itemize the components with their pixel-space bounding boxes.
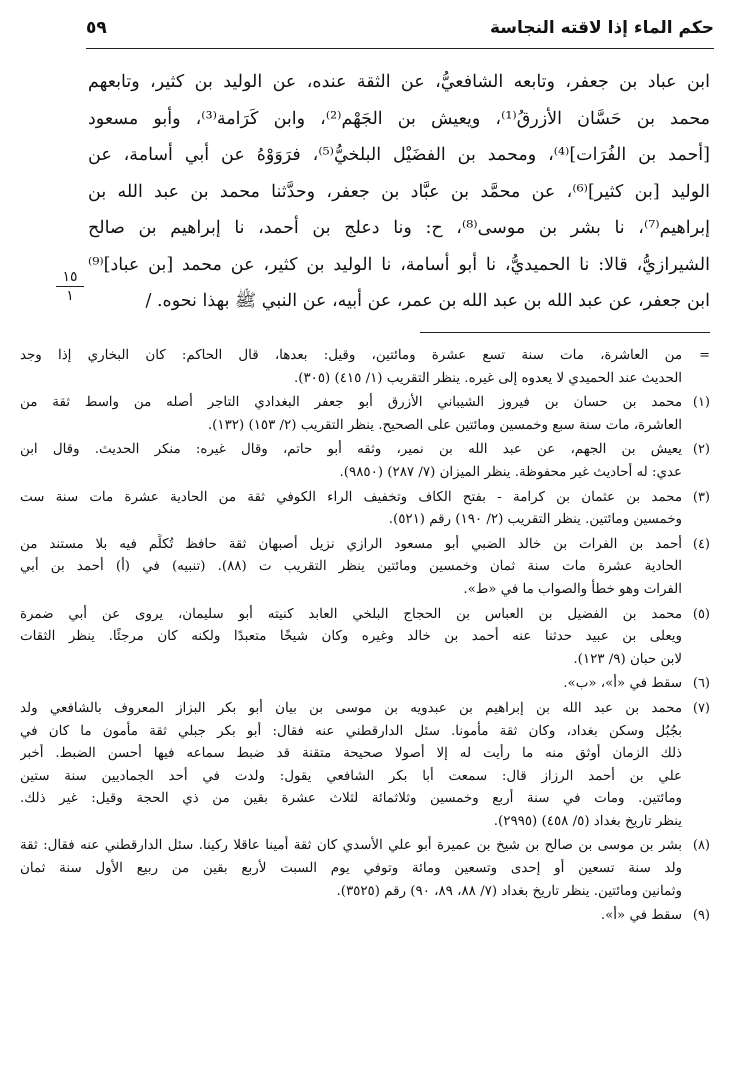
footnote-line: ومائتين. ومات في سنة أربع وخمسين وثلاثمائة لثلاث عشرة بقين من ذي الحجة وقيل: غير ذلك. [20, 791, 682, 807]
footnote-line: محمد بن عبد الله بن إبراهيم بن عبدويه بن موسى بن بيان أبو بكر البزاز المعروف بالشافعي ولد [20, 700, 682, 716]
footnote-line: ينظر تاريخ بغداد (٥/ ٤٥٨) (٢٩٩٥). [493, 813, 682, 829]
footnote-number: (٨) [692, 838, 710, 854]
footnote-text [20, 392, 682, 437]
footnote [20, 345, 710, 390]
footnote-line: علي بن أحمد الرزاز قال: سمعت أبا بكر الشافعي يقول: ولدت في أحد الجماديين سنة ستين [20, 768, 682, 784]
header-title: حكم الماء إذا لاقته النجاسة [489, 18, 714, 38]
main-text-line: محمد بن حَسَّان الأزرقُ⁽¹⁾، ويعيش بن الجَهْم⁽²⁾، وابن كَرَامة⁽³⁾، وأبو مسعود [88, 108, 710, 129]
footnote-text [20, 439, 682, 484]
footnote-line: بشر بن موسى بن صالح بن شيخ بن عميرة أبو علي الأسدي كان ثقة أمينا عاقلا ركينا. سئل الدارقطني عنه فقال: ثقة [20, 838, 682, 854]
footnote-number: (٢) [692, 442, 710, 458]
footnote [20, 835, 710, 903]
footnote-line: سقط في «أ»، «ب». [563, 676, 682, 692]
footnote-text [20, 905, 682, 928]
footnote [20, 534, 710, 602]
footnotes [20, 345, 710, 930]
footnote-text [20, 534, 682, 602]
main-text-line: الشيرازيُّ، قالا: نا الحميديُّ، نا أبو أسامة، نا الوليد بن كثير، عن محمد [بن عباد]⁽⁹⁾ [88, 254, 710, 275]
footnote-line: سقط في «أ». [600, 908, 682, 924]
footnote-number: (٦) [692, 676, 710, 692]
main-text-line: ابن جعفر، عن عبد الله بن عبد الله بن عمر، عن أبيه، عن النبي ﷺ بهذا نحوه. / [145, 291, 710, 311]
folio-number: ١٥ [62, 269, 78, 285]
footnote-number: (٩) [692, 908, 710, 924]
footnote [20, 698, 710, 834]
footnote-text [20, 835, 682, 903]
footnote-line: بجُبُل وسكن بغداد، وكان ثقة مأمونا. سئل الدارقطني عنه فقال: أبو بكر جبلي ثقة مأمون ما كان في [20, 723, 682, 739]
footnote-line: الفرات وهو خطأ والصواب ما في «ط». [463, 581, 682, 597]
footnote-text [20, 487, 682, 532]
footnote [20, 604, 710, 672]
footnote [20, 487, 710, 532]
footnote [20, 905, 710, 928]
footnote-number: (١) [692, 395, 710, 411]
footnote-line: يعيش بن الجهم، عن عبد الله بن نمير، وثقه أبو حاتم، وقال غيره: منكر الحديث. وقال ابن [20, 442, 682, 458]
running-header [86, 14, 714, 49]
footnote-line: الحديث عند الحميدي لا يعدوه إلى غيره. ينظر التقريب (١/ ٤١٥) (٣٠٥). [293, 370, 682, 386]
footnote-separator [420, 332, 710, 333]
footnote-line: محمد بن حسان بن فيروز الشيباني الأزرق أبو جعفر البغدادي التاجر أصله من واسط ثقة من [20, 395, 682, 411]
footnote-text [20, 604, 682, 672]
footnote-line: الحادية عشرة مات سنة ثمان وخمسين ومائتين ينظر التقريب ت (٨٨). (تنبيه) في (أ) أحمد بن أبي [20, 559, 682, 575]
folio-divider [56, 286, 84, 287]
main-text-line: إبراهيم⁽⁷⁾، نا بشر بن موسى⁽⁸⁾، ح: ونا دعلج بن أحمد، نا إبراهيم بن صالح [88, 218, 710, 238]
footnote-line: أحمد بن الفرات بن خالد الضبي أبو مسعود الرازي نزيل أصبهان ثقة حافظ تُكلِّم فيه بلا مستند من [20, 536, 682, 552]
manuscript-folio-marker [52, 270, 88, 303]
main-text-line: الوليد [بن كثير]⁽⁶⁾، عن محمَّد بن عبَّاد بن جعفر، وحدَّثنا محمد بن عبد الله بن [88, 181, 710, 202]
footnote-line: من العاشرة، مات سنة تسع عشرة ومائتين، وقيل: بعدها، قال الحاكم: كان البخاري إذا وجد [20, 348, 682, 363]
footnote-number: (٣) [692, 489, 710, 505]
footnote-number: = [699, 348, 710, 363]
footnote-line: محمد بن الفضيل بن العباس بن الحجاج البلخي العابد كنيته أبو سليمان، يروى عن أبي ضمرة [20, 606, 682, 622]
footnote-number: (٤) [692, 536, 710, 552]
footnote-line: ويعلى بن عبيد حدثنا عنه أحمد بن خالد وغيره وكان شيخًا متعبدًا ولكنه كان مرجئًا. ينظر الثقات [20, 629, 682, 645]
footnote-line: لابن حبان (٩/ ١٢٣). [573, 651, 682, 667]
footnote-number: (٧) [692, 700, 710, 716]
main-text-line: [أحمد بن الفُرَات]⁽⁴⁾، ومحمد بن الفضَيْل البلخيُّ⁽⁵⁾، فرَوَوْهُ عن أبي أسامة، عن [88, 145, 710, 165]
footnote-text [20, 673, 682, 696]
footnote-text [20, 698, 682, 834]
footnote-text [20, 345, 682, 390]
footnote-line: العاشرة، مات سنة سبع وخمسين ومائتين على الصحيح. ينظر التقريب (٢/ ١٥٣) (١٣٢). [207, 417, 682, 433]
footnote-line: وثمانين ومائتين. ينظر تاريخ بغداد (٧/ ٨٨، ٨٩، ٩٠) رقم (٣٥٢٥). [336, 883, 682, 899]
footnote [20, 392, 710, 437]
footnote-line: ذلك الزمان أوثق منه ما رأيت له إلا أصولا صحيحة متقنة قد ضبط سماعه فيها أحسن الضبط. أخبر [20, 746, 682, 762]
footnote-line: محمد بن عثمان بن كرامة - بفتح الكاف وتخفيف الراء الكوفي ثقة من الحادية عشرة مات سنة ست [20, 489, 682, 505]
footnote-line: ولد سنة تسعين أو إحدى وتسعين ومائة وتوفي يوم السبت لأربع بقين من ربيع الأول سنة ثمان [20, 861, 682, 877]
footnote-number: (٥) [692, 606, 710, 622]
page-number: ٥٩ [86, 18, 107, 38]
folio-side: ١ [66, 288, 74, 304]
footnote-line: وخمسين ومائتين. ينظر التقريب (٢/ ١٩٠) رقم (٥٢١). [388, 512, 682, 528]
main-text [88, 64, 710, 320]
footnote [20, 673, 710, 696]
main-text-line: ابن عباد بن جعفر، وتابعه الشافعيُّ، عن الثقة عنده، عن الوليد بن كثير، وتابعهم [88, 72, 710, 92]
footnote [20, 439, 710, 484]
footnote-line: عدي: له أحاديث غير محفوظة. ينظر الميزان (٧/ ٢٨٧) (٩٨٥٠). [339, 464, 682, 480]
